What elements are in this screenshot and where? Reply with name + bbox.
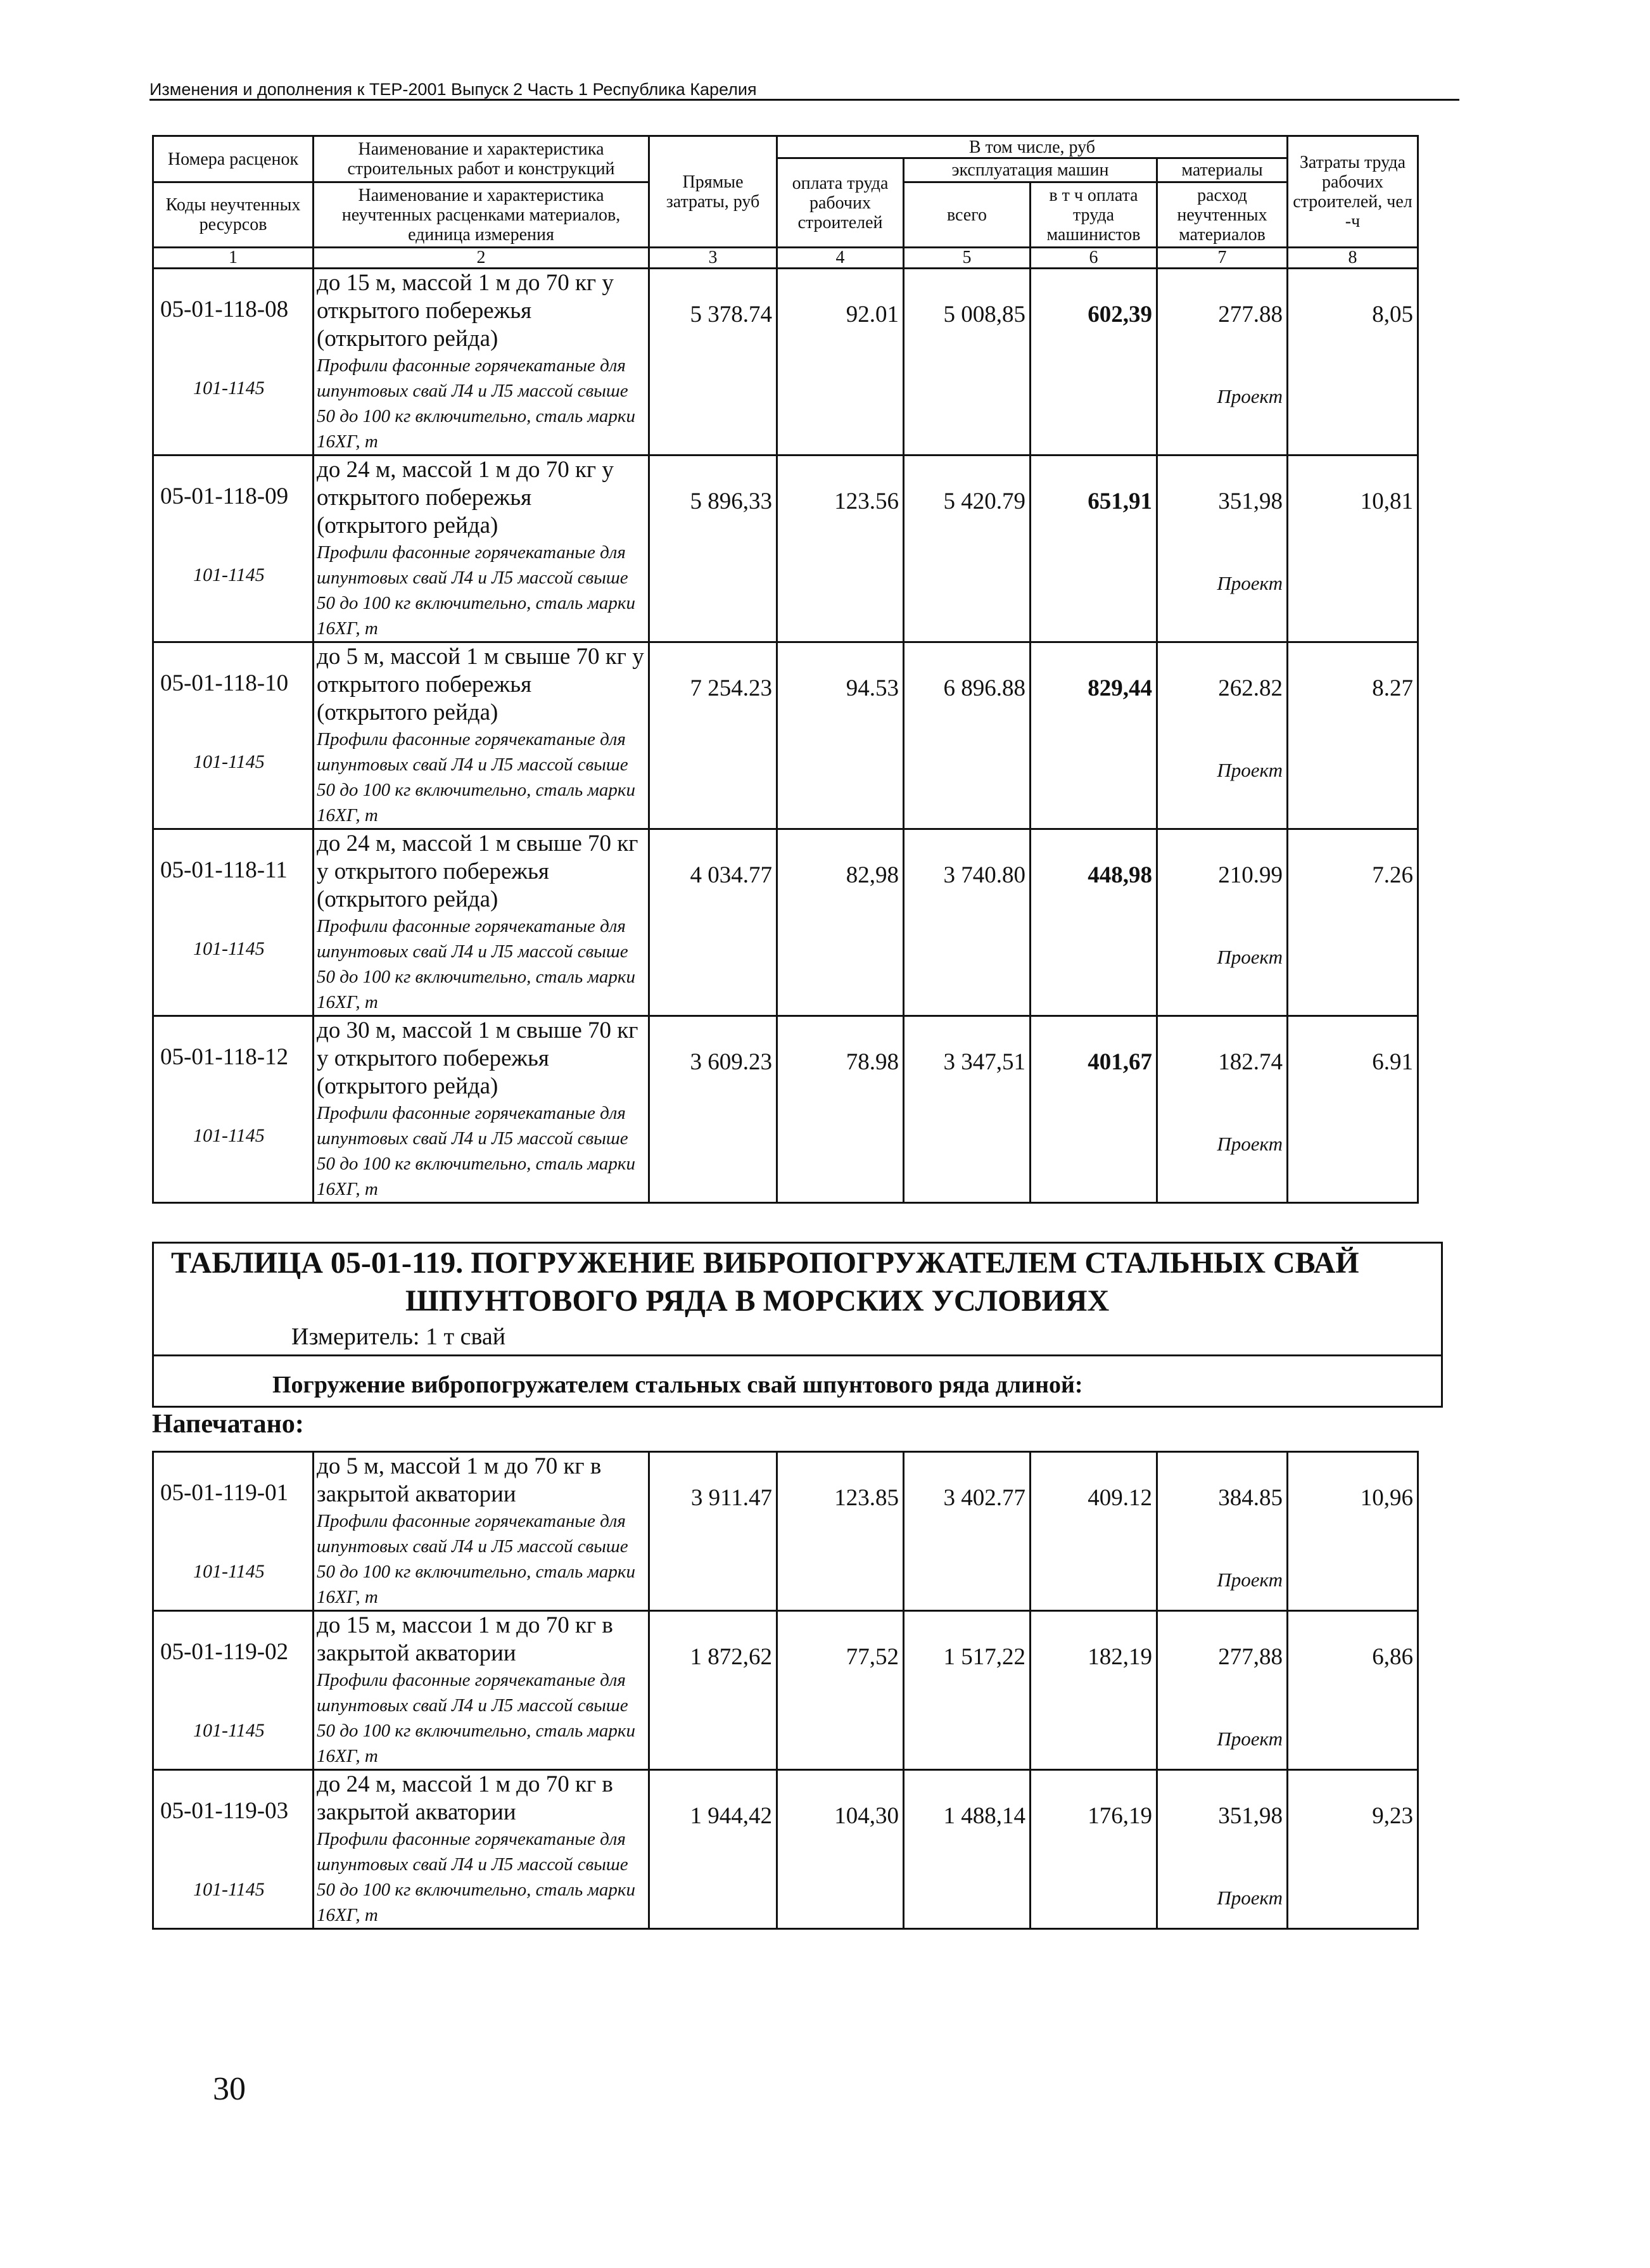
direct-costs xyxy=(649,1452,777,1611)
value: 78.98 xyxy=(846,1049,899,1075)
column-number: 5 xyxy=(904,248,1031,269)
operator-pay xyxy=(1031,1770,1157,1929)
resource-code: 101-1145 xyxy=(193,751,265,772)
labor-hours xyxy=(1288,1611,1418,1770)
header-machines: эксплуатация машин xyxy=(904,158,1157,182)
worker-pay xyxy=(777,1452,904,1611)
material-usage xyxy=(1157,829,1288,1016)
column-number: 1 xyxy=(153,248,314,269)
material-description: Профили фасонные горячекатаные для шпунтовых свай Л4 и Л5 массой свыше 50 до 100 кг включительно, сталь марки 16ХГ, т xyxy=(317,1511,635,1607)
value: 384.85 xyxy=(1218,1485,1283,1511)
header-operator-pay: в т ч оплата труда машинистов xyxy=(1031,182,1157,248)
name-cell xyxy=(314,1770,649,1929)
rate-code: 05-01-119-01 xyxy=(160,1480,289,1506)
value: 1 517,22 xyxy=(943,1644,1025,1670)
code-cell xyxy=(153,456,314,642)
header-rate-numbers: Номера расценок xyxy=(153,136,314,182)
operator-pay xyxy=(1031,642,1157,829)
header-materials: материалы xyxy=(1157,158,1288,182)
column-number: 2 xyxy=(314,248,649,269)
material-usage xyxy=(1157,1452,1288,1611)
value: 1 872,62 xyxy=(690,1644,772,1670)
value: 7 254.23 xyxy=(690,675,772,701)
operator-pay xyxy=(1031,1611,1157,1770)
value: 1 944,42 xyxy=(690,1803,772,1829)
value: 10,96 xyxy=(1360,1485,1413,1511)
header-worker-pay: оплата труда рабочих строителей xyxy=(777,158,904,248)
value: 6 896.88 xyxy=(943,675,1025,701)
material-usage xyxy=(1157,269,1288,456)
material-description: Профили фасонные горячекатаные для шпунтовых свай Л4 и Л5 массой свыше 50 до 100 кг включительно, сталь марки 16ХГ, т xyxy=(317,1670,635,1766)
value: 3 609.23 xyxy=(690,1049,772,1075)
material-description: Профили фасонные горячекатаные для шпунтовых свай Л4 и Л5 массой свыше 50 до 100 кг включительно, сталь марки 16ХГ, т xyxy=(317,355,635,452)
value: 401,67 xyxy=(1088,1049,1152,1075)
rate-code: 05-01-119-02 xyxy=(160,1639,289,1665)
value: 82,98 xyxy=(846,862,899,888)
resource-code: 101-1145 xyxy=(193,1561,265,1582)
table-row xyxy=(153,1452,1418,1611)
column-number: 7 xyxy=(1157,248,1288,269)
column-number: 6 xyxy=(1031,248,1157,269)
value: 104,30 xyxy=(834,1803,899,1829)
operator-pay xyxy=(1031,456,1157,642)
material-description: Профили фасонные горячекатаные для шпунтовых свай Л4 и Л5 массой свыше 50 до 100 кг включительно, сталь марки 16ХГ, т xyxy=(317,542,635,639)
name-cell xyxy=(314,1016,649,1203)
operator-pay xyxy=(1031,829,1157,1016)
material-usage xyxy=(1157,642,1288,829)
value: 3 740.80 xyxy=(943,862,1025,888)
table-119-title: ТАБЛИЦА 05-01-119. ПОГРУЖЕНИЕ ВИБРОПОГРУЖАТЕЛЕМ СТАЛЬНЫХ СВАЙ xyxy=(171,1246,1359,1280)
work-description: до 24 м, массой 1 м свыше 70 кг у открытого побережья (открытого рейда) xyxy=(317,831,638,912)
value: 123.56 xyxy=(834,488,899,514)
printed-label: Напечатано: xyxy=(152,1410,304,1439)
work-description: до 5 м, массой 1 м свыше 70 кг у открытого побережья (открытого рейда) xyxy=(317,644,644,725)
value: 5 378.74 xyxy=(690,302,772,328)
table-row xyxy=(153,642,1418,829)
worker-pay xyxy=(777,456,904,642)
value: 5 008,85 xyxy=(943,302,1025,328)
worker-pay xyxy=(777,1016,904,1203)
value: 10,81 xyxy=(1360,488,1413,514)
value: 6,86 xyxy=(1372,1644,1413,1670)
rate-code: 05-01-118-12 xyxy=(160,1044,289,1070)
name-cell xyxy=(314,1452,649,1611)
table-row xyxy=(153,456,1418,642)
value: 182.74 xyxy=(1218,1049,1283,1075)
labor-hours xyxy=(1288,1770,1418,1929)
direct-costs xyxy=(649,1611,777,1770)
machines-total xyxy=(904,642,1031,829)
rate-code: 05-01-118-08 xyxy=(160,296,289,322)
header-rule xyxy=(149,99,1459,101)
work-description: до 5 м, массой 1 м до 70 кг в закрытой акватории xyxy=(317,1453,602,1507)
measurement-unit: Измеритель: 1 т свай xyxy=(291,1323,506,1350)
rate-code: 05-01-118-11 xyxy=(160,857,288,883)
code-cell xyxy=(153,1452,314,1611)
column-number: 3 xyxy=(649,248,777,269)
direct-costs xyxy=(649,642,777,829)
rates-table-118 xyxy=(152,135,1419,1204)
direct-costs xyxy=(649,269,777,456)
code-cell xyxy=(153,642,314,829)
page-number: 30 xyxy=(213,2071,246,2107)
value: 277,88 xyxy=(1218,1644,1283,1670)
value: 77,52 xyxy=(846,1644,899,1670)
header-work-name: Наименование и характеристика строительных работ и конструкций xyxy=(314,136,649,182)
value: 94.53 xyxy=(846,675,899,701)
work-description: до 15 м, массой 1 м до 70 кг у открытого побережья (открытого рейда) xyxy=(317,270,614,352)
table-row xyxy=(153,1770,1418,1929)
rate-code: 05-01-118-09 xyxy=(160,483,289,509)
heading-divider xyxy=(152,1354,1443,1356)
value: 1 488,14 xyxy=(943,1803,1025,1829)
labor-hours xyxy=(1288,829,1418,1016)
resource-code: 101-1145 xyxy=(193,564,265,585)
value: 176,19 xyxy=(1088,1803,1152,1829)
value: 92.01 xyxy=(846,302,899,328)
project-note: Проект xyxy=(1217,1569,1283,1591)
value: 8.27 xyxy=(1372,675,1413,701)
value: 7.26 xyxy=(1372,862,1413,888)
table-row xyxy=(153,829,1418,1016)
name-cell xyxy=(314,456,649,642)
header-direct-costs: Прямые затраты, руб xyxy=(649,136,777,248)
name-cell xyxy=(314,1611,649,1770)
operator-pay xyxy=(1031,269,1157,456)
resource-code: 101-1145 xyxy=(193,1879,265,1900)
worker-pay xyxy=(777,829,904,1016)
project-note: Проект xyxy=(1217,1728,1283,1750)
worker-pay xyxy=(777,1770,904,1929)
value: 8,05 xyxy=(1372,302,1413,328)
material-description: Профили фасонные горячекатаные для шпунтовых свай Л4 и Л5 массой свыше 50 до 100 кг включительно, сталь марки 16ХГ, т xyxy=(317,729,635,825)
value: 651,91 xyxy=(1088,488,1152,514)
table-119-title-continued: ШПУНТОВОГО РЯДА В МОРСКИХ УСЛОВИЯХ xyxy=(405,1284,1110,1318)
code-cell xyxy=(153,1611,314,1770)
rates-table-119 xyxy=(152,1451,1419,1930)
machines-total xyxy=(904,269,1031,456)
machines-total xyxy=(904,1016,1031,1203)
work-description: до 15 м, массои 1 м до 70 кг в закрытой акватории xyxy=(317,1612,613,1666)
rate-code: 05-01-119-03 xyxy=(160,1798,289,1824)
machines-total xyxy=(904,1452,1031,1611)
name-cell xyxy=(314,829,649,1016)
material-description: Профили фасонные горячекатаные для шпунтовых свай Л4 и Л5 массой свыше 50 до 100 кг включительно, сталь марки 16ХГ, т xyxy=(317,1103,635,1199)
project-note: Проект xyxy=(1217,1887,1283,1909)
value: 277.88 xyxy=(1218,302,1283,328)
code-cell xyxy=(153,269,314,456)
resource-code: 101-1145 xyxy=(193,1720,265,1741)
column-number: 4 xyxy=(777,248,904,269)
labor-hours xyxy=(1288,456,1418,642)
rate-code: 05-01-118-10 xyxy=(160,670,289,696)
value: 6.91 xyxy=(1372,1049,1413,1075)
code-cell xyxy=(153,1016,314,1203)
table-119-subtitle: Погружение вибропогружателем стальных свай шпунтового ряда длиной: xyxy=(272,1372,1083,1398)
worker-pay xyxy=(777,1611,904,1770)
material-usage xyxy=(1157,456,1288,642)
direct-costs xyxy=(649,829,777,1016)
header-resource-codes: Коды неучтенных ресурсов xyxy=(153,182,314,248)
value: 351,98 xyxy=(1218,488,1283,514)
value: 123.85 xyxy=(834,1485,899,1511)
material-description: Профили фасонные горячекатаные для шпунтовых свай Л4 и Л5 массой свыше 50 до 100 кг включительно, сталь марки 16ХГ, т xyxy=(317,1829,635,1925)
work-description: до 24 м, массой 1 м до 70 кг в закрытой акватории xyxy=(317,1771,613,1825)
project-note: Проект xyxy=(1217,572,1283,594)
value: 210.99 xyxy=(1218,862,1283,888)
header-including: В том числе, руб xyxy=(777,136,1288,158)
value: 409.12 xyxy=(1088,1485,1152,1511)
direct-costs xyxy=(649,456,777,642)
code-cell xyxy=(153,1770,314,1929)
name-cell xyxy=(314,269,649,456)
value: 829,44 xyxy=(1088,675,1152,701)
labor-hours xyxy=(1288,269,1418,456)
code-cell xyxy=(153,829,314,1016)
labor-hours xyxy=(1288,642,1418,829)
value: 602,39 xyxy=(1088,302,1152,328)
value: 3 402.77 xyxy=(943,1485,1025,1511)
value: 262.82 xyxy=(1218,675,1283,701)
machines-total xyxy=(904,1611,1031,1770)
column-number: 8 xyxy=(1288,248,1418,269)
project-note: Проект xyxy=(1217,385,1283,407)
resource-code: 101-1145 xyxy=(193,938,265,959)
table-row xyxy=(153,1016,1418,1203)
machines-total xyxy=(904,829,1031,1016)
operator-pay xyxy=(1031,1452,1157,1611)
operator-pay xyxy=(1031,1016,1157,1203)
labor-hours xyxy=(1288,1452,1418,1611)
material-usage xyxy=(1157,1016,1288,1203)
header-labor-hours: Затраты труда рабочих строителей, чел -ч xyxy=(1288,136,1418,248)
project-note: Проект xyxy=(1217,759,1283,781)
material-usage xyxy=(1157,1611,1288,1770)
value: 3 911.47 xyxy=(690,1485,772,1511)
machines-total xyxy=(904,456,1031,642)
machines-total xyxy=(904,1770,1031,1929)
value: 4 034.77 xyxy=(690,862,772,888)
labor-hours xyxy=(1288,1016,1418,1203)
resource-code: 101-1145 xyxy=(193,1125,265,1146)
material-description: Профили фасонные горячекатаные для шпунтовых свай Л4 и Л5 массой свыше 50 до 100 кг включительно, сталь марки 16ХГ, т xyxy=(317,916,635,1012)
value: 3 347,51 xyxy=(943,1049,1025,1075)
name-cell xyxy=(314,642,649,829)
direct-costs xyxy=(649,1016,777,1203)
material-usage xyxy=(1157,1770,1288,1929)
value: 351,98 xyxy=(1218,1803,1283,1829)
value: 9,23 xyxy=(1372,1803,1413,1829)
work-description: до 24 м, массой 1 м до 70 кг у открытого побережья (открытого рейда) xyxy=(317,457,614,538)
table-row xyxy=(153,1611,1418,1770)
direct-costs xyxy=(649,1770,777,1929)
worker-pay xyxy=(777,642,904,829)
worker-pay xyxy=(777,269,904,456)
table-row xyxy=(153,269,1418,456)
header-machines-total: всего xyxy=(904,182,1031,248)
header-material-usage: расход неучтенных материалов xyxy=(1157,182,1288,248)
work-description: до 30 м, массой 1 м свыше 70 кг у открытого побережья (открытого рейда) xyxy=(317,1017,638,1099)
value: 448,98 xyxy=(1088,862,1152,888)
running-header: Изменения и дополнения к ТЕР-2001 Выпуск 2 Часть 1 Республика Карелия xyxy=(149,80,757,99)
resource-code: 101-1145 xyxy=(193,378,265,398)
header-material-name: Наименование и характеристика неучтенных расценками материалов, единица измерения xyxy=(314,182,649,248)
project-note: Проект xyxy=(1217,1133,1283,1155)
value: 182,19 xyxy=(1088,1644,1152,1670)
value: 5 896,33 xyxy=(690,488,772,514)
value: 5 420.79 xyxy=(943,488,1025,514)
project-note: Проект xyxy=(1217,946,1283,968)
